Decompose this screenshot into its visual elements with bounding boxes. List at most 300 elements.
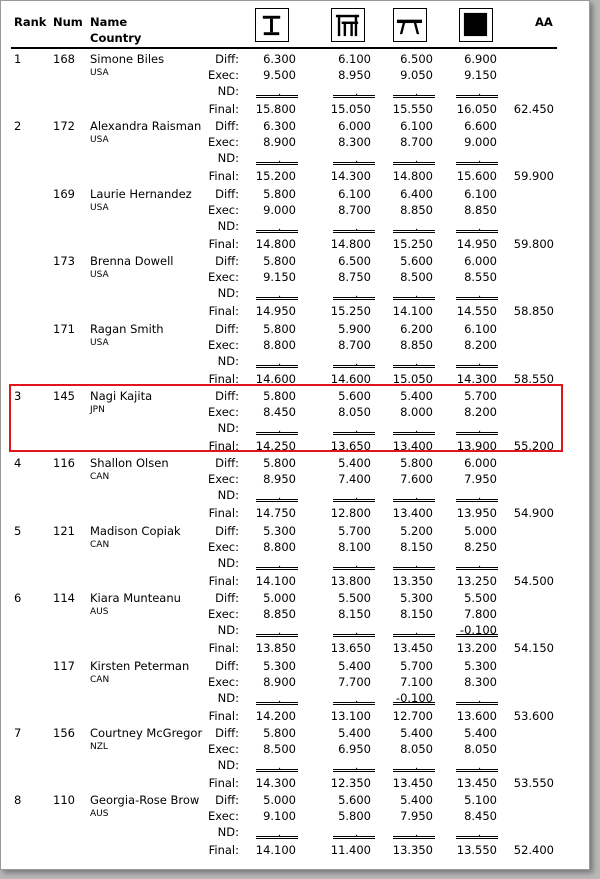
- exec-score: 8.100: [338, 540, 371, 554]
- diff-score: 5.800: [263, 187, 296, 201]
- exec-score: 8.900: [263, 675, 296, 689]
- decimal-mark: .: [415, 626, 419, 637]
- decimal-mark: .: [355, 424, 359, 435]
- final-score: 14.800: [330, 237, 371, 251]
- all-around-total: 52.400: [513, 843, 554, 857]
- decimal-mark: .: [278, 87, 282, 98]
- exec-score: 8.150: [400, 540, 433, 554]
- diff-score: 5.500: [464, 591, 497, 605]
- diff-score: 5.300: [263, 659, 296, 673]
- label-exec: Exec:: [208, 270, 239, 284]
- exec-score: 8.200: [464, 405, 497, 419]
- final-score: 12.700: [392, 709, 433, 723]
- sum-rule: [333, 365, 375, 368]
- athlete-number: 145: [53, 389, 75, 403]
- athlete-country: CAN: [90, 472, 110, 482]
- final-score: 14.550: [456, 304, 497, 318]
- final-score: 14.100: [255, 843, 296, 857]
- decimal-mark: .: [415, 222, 419, 233]
- exec-score: 8.700: [338, 338, 371, 352]
- athlete-name: Madison Copiak: [90, 524, 181, 538]
- athlete-row: [1, 252, 591, 318]
- decimal-mark: .: [278, 761, 282, 772]
- sum-rule: [333, 567, 375, 570]
- sum-rule: [393, 162, 435, 165]
- diff-score: 6.100: [338, 52, 371, 66]
- label-exec: Exec:: [208, 68, 239, 82]
- exec-score: 8.200: [464, 338, 497, 352]
- label-nd: ND:: [217, 219, 239, 233]
- exec-score: 9.100: [263, 809, 296, 823]
- decimal-mark: .: [278, 694, 282, 705]
- diff-score: 6.000: [464, 254, 497, 268]
- exec-score: 7.800: [464, 607, 497, 621]
- exec-score: 9.000: [464, 135, 497, 149]
- exec-score: 8.250: [464, 540, 497, 554]
- exec-score: 6.950: [338, 742, 371, 756]
- label-exec: Exec:: [208, 540, 239, 554]
- all-around-total: 54.150: [513, 641, 554, 655]
- final-score: 14.300: [255, 776, 296, 790]
- label-exec: Exec:: [208, 675, 239, 689]
- diff-score: 5.600: [338, 389, 371, 403]
- decimal-mark: .: [278, 357, 282, 368]
- diff-score: 5.400: [400, 389, 433, 403]
- exec-score: 8.150: [338, 607, 371, 621]
- all-around-total: 54.500: [513, 574, 554, 588]
- final-score: 13.400: [392, 506, 433, 520]
- athlete-number: 169: [53, 187, 75, 201]
- sum-rule: [256, 769, 298, 772]
- athlete-country: USA: [90, 270, 109, 280]
- final-score: 14.800: [392, 169, 433, 183]
- sum-rule: [333, 297, 375, 300]
- sum-rule: [456, 702, 498, 705]
- decimal-mark: .: [278, 559, 282, 570]
- athlete-row: [1, 50, 591, 116]
- final-score: 14.950: [456, 237, 497, 251]
- decimal-mark: .: [478, 289, 482, 300]
- sum-rule: [393, 634, 435, 637]
- final-score: 15.200: [255, 169, 296, 183]
- label-diff: Diff:: [215, 591, 239, 605]
- diff-score: 5.800: [263, 456, 296, 470]
- label-exec: Exec:: [208, 607, 239, 621]
- label-nd: ND:: [217, 151, 239, 165]
- label-diff: Diff:: [215, 726, 239, 740]
- athlete-number: 156: [53, 726, 75, 740]
- diff-score: 6.100: [400, 119, 433, 133]
- athlete-country: CAN: [90, 675, 110, 685]
- sum-rule: [256, 297, 298, 300]
- athlete-row: [1, 791, 591, 857]
- decimal-mark: .: [415, 828, 419, 839]
- label-nd: ND:: [217, 825, 239, 839]
- vault-icon: [255, 8, 289, 42]
- final-score: 14.950: [255, 304, 296, 318]
- all-around-total: 53.600: [513, 709, 554, 723]
- exec-score: 8.850: [263, 607, 296, 621]
- decimal-mark: .: [415, 154, 419, 165]
- athlete-name: Georgia-Rose Brow: [90, 793, 200, 807]
- sum-rule: [456, 836, 498, 839]
- exec-score: 8.850: [464, 203, 497, 217]
- athlete-number: 117: [53, 659, 75, 673]
- diff-score: 5.400: [338, 726, 371, 740]
- exec-score: 8.450: [263, 405, 296, 419]
- label-nd: ND:: [217, 488, 239, 502]
- exec-score: 8.850: [400, 338, 433, 352]
- final-score: 13.450: [392, 776, 433, 790]
- label-nd: ND:: [217, 421, 239, 435]
- decimal-mark: .: [415, 289, 419, 300]
- diff-score: 5.800: [263, 726, 296, 740]
- label-final: Final:: [208, 169, 239, 183]
- sum-rule: [333, 702, 375, 705]
- exec-score: 8.950: [263, 472, 296, 486]
- diff-score: 5.400: [464, 726, 497, 740]
- final-score: 16.050: [456, 102, 497, 116]
- label-exec: Exec:: [208, 472, 239, 486]
- decimal-mark: .: [278, 222, 282, 233]
- sum-rule: [393, 499, 435, 502]
- diff-score: 6.200: [400, 322, 433, 336]
- final-score: 15.250: [392, 237, 433, 251]
- header-num: Num: [53, 15, 83, 29]
- balance-beam-icon: [393, 8, 427, 42]
- final-score: 15.550: [392, 102, 433, 116]
- label-diff: Diff:: [215, 793, 239, 807]
- diff-score: 6.000: [338, 119, 371, 133]
- all-around-total: 55.200: [513, 439, 554, 453]
- sum-rule: [456, 499, 498, 502]
- exec-score: 8.300: [464, 675, 497, 689]
- athlete-row: [1, 589, 591, 655]
- diff-score: 6.400: [400, 187, 433, 201]
- final-score: 15.050: [392, 372, 433, 386]
- label-diff: Diff:: [215, 322, 239, 336]
- final-score: 13.900: [456, 439, 497, 453]
- label-final: Final:: [208, 506, 239, 520]
- exec-score: 9.500: [263, 68, 296, 82]
- label-exec: Exec:: [208, 742, 239, 756]
- decimal-mark: .: [478, 87, 482, 98]
- diff-score: 5.300: [263, 524, 296, 538]
- athlete-row: [1, 657, 591, 723]
- sum-rule: [456, 769, 498, 772]
- final-score: 13.550: [456, 843, 497, 857]
- diff-score: 5.000: [263, 793, 296, 807]
- exec-score: 7.600: [400, 472, 433, 486]
- exec-score: 7.950: [400, 809, 433, 823]
- diff-score: 5.600: [338, 793, 371, 807]
- final-score: 14.800: [255, 237, 296, 251]
- exec-score: 8.700: [400, 135, 433, 149]
- label-exec: Exec:: [208, 338, 239, 352]
- decimal-mark: .: [478, 828, 482, 839]
- exec-score: 8.050: [464, 742, 497, 756]
- all-around-total: 54.900: [513, 506, 554, 520]
- label-diff: Diff:: [215, 254, 239, 268]
- athlete-row: [1, 185, 591, 251]
- label-nd: ND:: [217, 691, 239, 705]
- final-score: 14.100: [255, 574, 296, 588]
- decimal-mark: .: [355, 289, 359, 300]
- label-diff: Diff:: [215, 524, 239, 538]
- final-score: 14.750: [255, 506, 296, 520]
- decimal-mark: .: [478, 491, 482, 502]
- decimal-mark: .: [415, 357, 419, 368]
- final-score: 13.450: [392, 641, 433, 655]
- header-rule: [11, 47, 557, 49]
- table-header: [1, 1, 591, 49]
- header-rank: Rank: [14, 15, 47, 29]
- athlete-name: Kirsten Peterman: [90, 659, 190, 673]
- final-score: 14.100: [392, 304, 433, 318]
- diff-score: 5.300: [464, 659, 497, 673]
- athlete-rank: 4: [14, 456, 22, 470]
- athlete-number: 173: [53, 254, 75, 268]
- diff-score: 5.800: [263, 389, 296, 403]
- athlete-name: Brenna Dowell: [90, 254, 174, 268]
- label-final: Final:: [208, 304, 239, 318]
- final-score: 15.600: [456, 169, 497, 183]
- sum-rule: [393, 230, 435, 233]
- diff-score: 5.300: [400, 591, 433, 605]
- sum-rule: [256, 95, 298, 98]
- decimal-mark: .: [355, 491, 359, 502]
- diff-score: 6.500: [400, 52, 433, 66]
- sum-rule: [393, 836, 435, 839]
- athlete-row: [1, 724, 591, 790]
- exec-score: 8.850: [400, 203, 433, 217]
- sum-rule: [256, 230, 298, 233]
- diff-score: 5.400: [338, 659, 371, 673]
- header-aa: AA: [535, 15, 553, 29]
- final-score: 11.400: [330, 843, 371, 857]
- label-diff: Diff:: [215, 659, 239, 673]
- label-nd: ND:: [217, 84, 239, 98]
- diff-score: 5.800: [400, 456, 433, 470]
- athlete-rank: 7: [14, 726, 22, 740]
- diff-score: 6.900: [464, 52, 497, 66]
- athlete-row: [1, 320, 591, 386]
- final-score: 15.250: [330, 304, 371, 318]
- diff-score: 5.700: [338, 524, 371, 538]
- label-exec: Exec:: [208, 203, 239, 217]
- final-score: 14.600: [330, 372, 371, 386]
- sum-rule: [456, 297, 498, 300]
- sum-rule: [393, 567, 435, 570]
- sum-rule: [256, 365, 298, 368]
- sum-rule: [456, 365, 498, 368]
- decimal-mark: .: [278, 289, 282, 300]
- exec-score: 8.800: [263, 338, 296, 352]
- exec-score: 9.000: [263, 203, 296, 217]
- decimal-mark: .: [478, 222, 482, 233]
- exec-score: 8.300: [338, 135, 371, 149]
- final-score: 14.300: [456, 372, 497, 386]
- final-score: 13.850: [255, 641, 296, 655]
- athlete-rank: 3: [14, 389, 22, 403]
- final-score: 14.600: [255, 372, 296, 386]
- athlete-country: USA: [90, 203, 109, 213]
- decimal-mark: .: [355, 154, 359, 165]
- label-diff: Diff:: [215, 119, 239, 133]
- sum-rule: [333, 95, 375, 98]
- athlete-name: Shallon Olsen: [90, 456, 169, 470]
- final-score: 12.350: [330, 776, 371, 790]
- label-final: Final:: [208, 237, 239, 251]
- exec-score: 8.500: [400, 270, 433, 284]
- diff-score: 6.000: [464, 456, 497, 470]
- decimal-mark: .: [355, 761, 359, 772]
- athlete-name: Ragan Smith: [90, 322, 164, 336]
- label-final: Final:: [208, 641, 239, 655]
- decimal-mark: .: [478, 694, 482, 705]
- athlete-number: 168: [53, 52, 75, 66]
- final-score: 13.100: [330, 709, 371, 723]
- diff-score: 5.700: [464, 389, 497, 403]
- athlete-row: [1, 522, 591, 588]
- all-around-total: 62.450: [513, 102, 554, 116]
- final-score: 14.200: [255, 709, 296, 723]
- exec-score: 7.100: [400, 675, 433, 689]
- exec-score: 7.700: [338, 675, 371, 689]
- athlete-number: 110: [53, 793, 75, 807]
- label-final: Final:: [208, 102, 239, 116]
- label-diff: Diff:: [215, 456, 239, 470]
- label-nd: ND:: [217, 556, 239, 570]
- highlight-box: [9, 384, 563, 452]
- final-score: 12.800: [330, 506, 371, 520]
- exec-score: 8.950: [338, 68, 371, 82]
- sum-rule: [256, 634, 298, 637]
- diff-score: 6.500: [338, 254, 371, 268]
- sum-rule: [333, 769, 375, 772]
- final-score: 13.250: [456, 574, 497, 588]
- athlete-rank: 6: [14, 591, 22, 605]
- exec-score: 8.500: [263, 742, 296, 756]
- diff-score: 5.500: [338, 591, 371, 605]
- label-diff: Diff:: [215, 187, 239, 201]
- floor-exercise-icon: [459, 8, 493, 42]
- sum-rule: [393, 769, 435, 772]
- diff-score: 6.300: [263, 119, 296, 133]
- sum-rule: [256, 162, 298, 165]
- label-final: Final:: [208, 372, 239, 386]
- decimal-mark: .: [278, 626, 282, 637]
- final-score: 13.200: [456, 641, 497, 655]
- final-score: 13.950: [456, 506, 497, 520]
- athlete-country: CAN: [90, 540, 110, 550]
- exec-score: 8.800: [263, 540, 296, 554]
- exec-score: 7.950: [464, 472, 497, 486]
- diff-score: 6.300: [263, 52, 296, 66]
- decimal-mark: .: [478, 559, 482, 570]
- final-score: 13.400: [392, 439, 433, 453]
- athlete-name: Alexandra Raisman: [90, 119, 202, 133]
- decimal-mark: .: [355, 694, 359, 705]
- diff-score: 5.000: [464, 524, 497, 538]
- final-score: 13.650: [330, 641, 371, 655]
- final-score: 15.050: [330, 102, 371, 116]
- diff-score: 6.100: [338, 187, 371, 201]
- athlete-name: Kiara Munteanu: [90, 591, 181, 605]
- athlete-number: 116: [53, 456, 75, 470]
- athlete-country: USA: [90, 68, 109, 78]
- decimal-mark: .: [278, 154, 282, 165]
- sum-rule: [333, 499, 375, 502]
- athlete-rank: 5: [14, 524, 22, 538]
- sum-rule: [333, 634, 375, 637]
- final-score: 13.600: [456, 709, 497, 723]
- sum-rule: [256, 702, 298, 705]
- exec-score: 8.150: [400, 607, 433, 621]
- label-diff: Diff:: [215, 389, 239, 403]
- exec-score: 8.700: [338, 203, 371, 217]
- athlete-name: Courtney McGregor: [90, 726, 203, 740]
- exec-score: 9.150: [263, 270, 296, 284]
- all-around-total: 59.800: [513, 237, 554, 251]
- label-nd: ND:: [217, 354, 239, 368]
- athlete-number: 172: [53, 119, 75, 133]
- sum-rule: [456, 95, 498, 98]
- athlete-rank: 1: [14, 52, 22, 66]
- exec-score: 9.150: [464, 68, 497, 82]
- sum-rule: [393, 95, 435, 98]
- nd-score: -0.100: [459, 623, 497, 637]
- label-exec: Exec:: [208, 405, 239, 419]
- all-around-total: 58.550: [513, 372, 554, 386]
- final-score: 14.300: [330, 169, 371, 183]
- decimal-mark: .: [355, 626, 359, 637]
- decimal-mark: .: [415, 559, 419, 570]
- label-nd: ND:: [217, 623, 239, 637]
- exec-score: 8.450: [464, 809, 497, 823]
- final-score: 13.800: [330, 574, 371, 588]
- sum-rule: [333, 162, 375, 165]
- decimal-mark: .: [415, 491, 419, 502]
- athlete-number: 121: [53, 524, 75, 538]
- final-score: 15.800: [255, 102, 296, 116]
- exec-score: 8.050: [338, 405, 371, 419]
- diff-score: 6.600: [464, 119, 497, 133]
- diff-score: 5.700: [400, 659, 433, 673]
- decimal-mark: .: [278, 424, 282, 435]
- sum-rule: [393, 297, 435, 300]
- sum-rule: [393, 365, 435, 368]
- decimal-mark: .: [415, 761, 419, 772]
- diff-score: 5.800: [263, 254, 296, 268]
- decimal-mark: .: [478, 761, 482, 772]
- diff-score: 5.900: [338, 322, 371, 336]
- sum-rule: [456, 567, 498, 570]
- athlete-row: [1, 454, 591, 520]
- decimal-mark: .: [478, 154, 482, 165]
- athlete-row: [1, 117, 591, 183]
- exec-score: 8.900: [263, 135, 296, 149]
- sum-rule: [333, 230, 375, 233]
- sum-rule: [256, 836, 298, 839]
- athlete-country: JPN: [90, 405, 105, 415]
- athlete-name: Laurie Hernandez: [90, 187, 192, 201]
- decimal-mark: .: [478, 357, 482, 368]
- label-final: Final:: [208, 776, 239, 790]
- header-name: Name: [90, 15, 128, 29]
- label-final: Final:: [208, 709, 239, 723]
- all-around-total: 58.850: [513, 304, 554, 318]
